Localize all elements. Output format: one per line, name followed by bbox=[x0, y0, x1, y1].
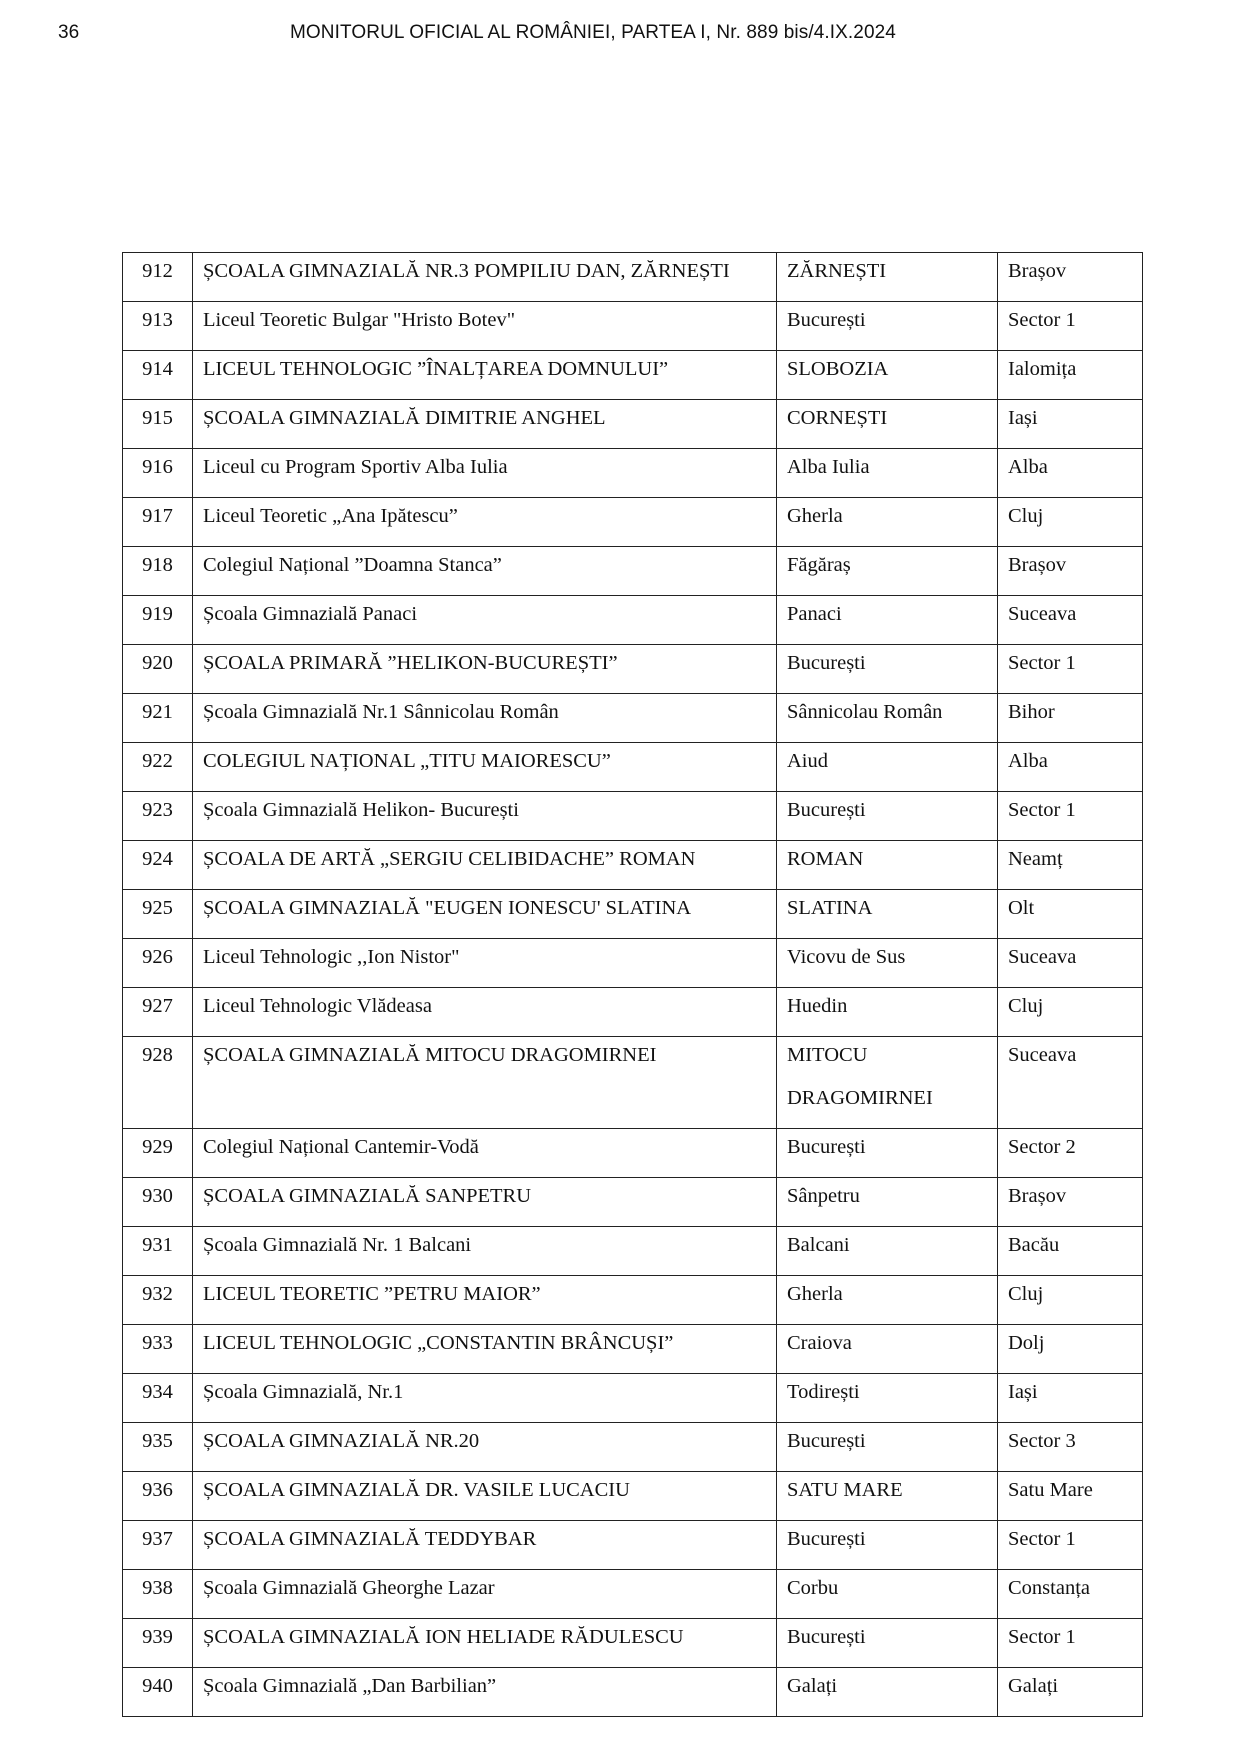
county: Cluj bbox=[1008, 1283, 1044, 1305]
schools-table bbox=[122, 252, 1143, 1717]
locality-cell bbox=[777, 1325, 998, 1374]
row-number-cell bbox=[123, 253, 193, 302]
school-name: Liceul Teoretic „Ana Ipătescu” bbox=[203, 505, 458, 527]
table-row bbox=[123, 1570, 1143, 1619]
school-name-cell bbox=[193, 449, 777, 498]
county: Alba bbox=[1008, 750, 1048, 772]
county-cell bbox=[998, 694, 1143, 743]
county-cell bbox=[998, 498, 1143, 547]
school-name-cell bbox=[193, 1178, 777, 1227]
school-name: LICEUL TEHNOLOGIC „CONSTANTIN BRÂNCUȘI” bbox=[203, 1332, 674, 1354]
county: Olt bbox=[1008, 897, 1035, 919]
county-cell bbox=[998, 1178, 1143, 1227]
locality-cell bbox=[777, 449, 998, 498]
table-row bbox=[123, 1472, 1143, 1521]
locality-cell bbox=[777, 253, 998, 302]
school-name: LICEUL TEORETIC ”PETRU MAIOR” bbox=[203, 1283, 541, 1305]
locality-cell bbox=[777, 302, 998, 351]
county-cell bbox=[998, 400, 1143, 449]
row-number-cell bbox=[123, 351, 193, 400]
table-row bbox=[123, 1129, 1143, 1178]
school-name: Liceul Tehnologic ,,Ion Nistor" bbox=[203, 946, 460, 968]
school-name-cell bbox=[193, 1472, 777, 1521]
school-name-cell bbox=[193, 351, 777, 400]
county: Brașov bbox=[1008, 554, 1067, 576]
school-name: ȘCOALA GIMNAZIALĂ NR.3 POMPILIU DAN, ZĂRNEȘTI bbox=[203, 260, 730, 282]
county: Sector 1 bbox=[1008, 309, 1076, 331]
school-name: Liceul Tehnologic Vlădeasa bbox=[203, 995, 432, 1017]
row-number: 912 bbox=[142, 260, 173, 282]
table-row bbox=[123, 1521, 1143, 1570]
locality-cell bbox=[777, 1374, 998, 1423]
school-name-cell bbox=[193, 1037, 777, 1129]
county-cell bbox=[998, 890, 1143, 939]
table-row bbox=[123, 351, 1143, 400]
table-row bbox=[123, 1276, 1143, 1325]
row-number-cell bbox=[123, 1129, 193, 1178]
school-name: ȘCOALA GIMNAZIALĂ SANPETRU bbox=[203, 1185, 532, 1207]
locality: București bbox=[787, 1626, 866, 1648]
table-row bbox=[123, 1423, 1143, 1472]
row-number-cell bbox=[123, 547, 193, 596]
county: Suceava bbox=[1008, 603, 1077, 625]
row-number: 924 bbox=[142, 848, 173, 870]
locality-cell bbox=[777, 1178, 998, 1227]
county: Neamț bbox=[1008, 848, 1063, 870]
locality: București bbox=[787, 1136, 866, 1158]
county-cell bbox=[998, 1472, 1143, 1521]
page-header bbox=[0, 22, 1240, 52]
locality-cell bbox=[777, 596, 998, 645]
table-row bbox=[123, 253, 1143, 302]
row-number: 919 bbox=[142, 603, 173, 625]
locality: SATU MARE bbox=[787, 1479, 903, 1501]
county: Sector 1 bbox=[1008, 799, 1076, 821]
row-number: 915 bbox=[142, 407, 173, 429]
school-name: Școala Gimnazială, Nr.1 bbox=[203, 1381, 404, 1403]
county: Brașov bbox=[1008, 260, 1067, 282]
school-name-cell bbox=[193, 694, 777, 743]
locality-cell bbox=[777, 498, 998, 547]
locality: Galați bbox=[787, 1675, 838, 1697]
county-cell bbox=[998, 841, 1143, 890]
locality-cell bbox=[777, 743, 998, 792]
county: Galați bbox=[1008, 1675, 1059, 1697]
county-cell bbox=[998, 939, 1143, 988]
school-name-cell bbox=[193, 253, 777, 302]
locality-cell bbox=[777, 988, 998, 1037]
row-number-cell bbox=[123, 1178, 193, 1227]
locality: ROMAN bbox=[787, 848, 864, 870]
school-name-cell bbox=[193, 1374, 777, 1423]
county: Iași bbox=[1008, 1381, 1038, 1403]
table-row bbox=[123, 1668, 1143, 1717]
county-cell bbox=[998, 645, 1143, 694]
county-cell bbox=[998, 792, 1143, 841]
county: Ialomița bbox=[1008, 358, 1077, 380]
table-row bbox=[123, 694, 1143, 743]
county-cell bbox=[998, 449, 1143, 498]
locality: Sânpetru bbox=[787, 1185, 860, 1207]
county-cell bbox=[998, 596, 1143, 645]
school-name-cell bbox=[193, 841, 777, 890]
row-number-cell bbox=[123, 1374, 193, 1423]
school-name: ȘCOALA DE ARTĂ „SERGIU CELIBIDACHE” ROMAN bbox=[203, 848, 696, 870]
locality-cell bbox=[777, 890, 998, 939]
row-number: 927 bbox=[142, 995, 173, 1017]
school-name: Colegiul Național ”Doamna Stanca” bbox=[203, 554, 502, 576]
table-row bbox=[123, 1325, 1143, 1374]
row-number: 928 bbox=[142, 1044, 173, 1066]
table-row bbox=[123, 302, 1143, 351]
county-cell bbox=[998, 1325, 1143, 1374]
row-number: 934 bbox=[142, 1381, 173, 1403]
county-cell bbox=[998, 1129, 1143, 1178]
row-number-cell bbox=[123, 1521, 193, 1570]
school-name-cell bbox=[193, 498, 777, 547]
school-name: ȘCOALA PRIMARĂ ”HELIKON-BUCUREȘTI” bbox=[203, 652, 618, 674]
journal-title: MONITORUL OFICIAL AL ROMÂNIEI, PARTEA I, Nr. 889 bis/4.IX.2024 bbox=[290, 22, 896, 43]
county-cell bbox=[998, 1668, 1143, 1717]
locality: CORNEȘTI bbox=[787, 407, 888, 429]
locality-cell bbox=[777, 1472, 998, 1521]
locality: Craiova bbox=[787, 1332, 852, 1354]
county: Sector 1 bbox=[1008, 1528, 1076, 1550]
school-name-cell bbox=[193, 1325, 777, 1374]
locality: Sânnicolau Român bbox=[787, 701, 943, 723]
school-name-cell bbox=[193, 988, 777, 1037]
table-row bbox=[123, 596, 1143, 645]
school-name: ȘCOALA GIMNAZIALĂ DIMITRIE ANGHEL bbox=[203, 407, 606, 429]
county-cell bbox=[998, 743, 1143, 792]
school-name-cell bbox=[193, 1570, 777, 1619]
county: Sector 1 bbox=[1008, 1626, 1076, 1648]
county: Satu Mare bbox=[1008, 1479, 1093, 1501]
locality-cell bbox=[777, 1619, 998, 1668]
school-name-cell bbox=[193, 1668, 777, 1717]
county-cell bbox=[998, 351, 1143, 400]
row-number-cell bbox=[123, 1472, 193, 1521]
row-number-cell bbox=[123, 743, 193, 792]
county: Sector 3 bbox=[1008, 1430, 1076, 1452]
row-number: 925 bbox=[142, 897, 173, 919]
row-number: 939 bbox=[142, 1626, 173, 1648]
locality: Panaci bbox=[787, 603, 842, 625]
school-name: ȘCOALA GIMNAZIALĂ TEDDYBAR bbox=[203, 1528, 537, 1550]
school-name: Școala Gimnazială Panaci bbox=[203, 603, 418, 625]
row-number-cell bbox=[123, 988, 193, 1037]
locality: București bbox=[787, 652, 866, 674]
school-name-cell bbox=[193, 1276, 777, 1325]
locality-cell bbox=[777, 841, 998, 890]
locality: Balcani bbox=[787, 1234, 850, 1256]
school-name: Școala Gimnazială „Dan Barbilian” bbox=[203, 1675, 497, 1697]
table-row bbox=[123, 988, 1143, 1037]
county: Cluj bbox=[1008, 505, 1044, 527]
row-number: 920 bbox=[142, 652, 173, 674]
school-name-cell bbox=[193, 939, 777, 988]
row-number: 922 bbox=[142, 750, 173, 772]
table-row bbox=[123, 547, 1143, 596]
row-number-cell bbox=[123, 1570, 193, 1619]
county: Constanța bbox=[1008, 1577, 1090, 1599]
county: Suceava bbox=[1008, 1044, 1077, 1066]
school-name: Colegiul Național Cantemir-Vodă bbox=[203, 1136, 479, 1158]
school-name-cell bbox=[193, 1129, 777, 1178]
row-number: 937 bbox=[142, 1528, 173, 1550]
school-name: Liceul cu Program Sportiv Alba Iulia bbox=[203, 456, 508, 478]
row-number: 940 bbox=[142, 1675, 173, 1697]
locality-cell bbox=[777, 939, 998, 988]
county: Sector 1 bbox=[1008, 652, 1076, 674]
county: Sector 2 bbox=[1008, 1136, 1076, 1158]
locality-cell bbox=[777, 1570, 998, 1619]
county: Bihor bbox=[1008, 701, 1055, 723]
school-name-cell bbox=[193, 547, 777, 596]
row-number-cell bbox=[123, 645, 193, 694]
row-number: 933 bbox=[142, 1332, 173, 1354]
locality: București bbox=[787, 1430, 866, 1452]
table-row bbox=[123, 743, 1143, 792]
locality-cell bbox=[777, 1276, 998, 1325]
county-cell bbox=[998, 1521, 1143, 1570]
table-row bbox=[123, 449, 1143, 498]
county-cell bbox=[998, 1423, 1143, 1472]
county: Suceava bbox=[1008, 946, 1077, 968]
row-number: 917 bbox=[142, 505, 173, 527]
locality-cell bbox=[777, 351, 998, 400]
school-name: Școala Gimnazială Gheorghe Lazar bbox=[203, 1577, 495, 1599]
schools-table-body bbox=[123, 253, 1143, 1717]
locality-cell bbox=[777, 694, 998, 743]
row-number: 929 bbox=[142, 1136, 173, 1158]
locality: Gherla bbox=[787, 1283, 843, 1305]
locality-cell bbox=[777, 792, 998, 841]
row-number-cell bbox=[123, 939, 193, 988]
row-number-cell bbox=[123, 1276, 193, 1325]
school-name: ȘCOALA GIMNAZIALĂ DR. VASILE LUCACIU bbox=[203, 1479, 630, 1501]
county-cell bbox=[998, 1619, 1143, 1668]
county-cell bbox=[998, 1227, 1143, 1276]
table-row bbox=[123, 1178, 1143, 1227]
row-number-cell bbox=[123, 302, 193, 351]
row-number-cell bbox=[123, 1619, 193, 1668]
county: Brașov bbox=[1008, 1185, 1067, 1207]
county-cell bbox=[998, 302, 1143, 351]
row-number: 921 bbox=[142, 701, 173, 723]
row-number: 932 bbox=[142, 1283, 173, 1305]
school-name: LICEUL TEHNOLOGIC ”ÎNALȚAREA DOMNULUI” bbox=[203, 358, 669, 380]
school-name: ȘCOALA GIMNAZIALĂ ION HELIADE RĂDULESCU bbox=[203, 1626, 684, 1648]
table-row bbox=[123, 841, 1143, 890]
school-name-cell bbox=[193, 1423, 777, 1472]
row-number-cell bbox=[123, 449, 193, 498]
table-row bbox=[123, 1619, 1143, 1668]
locality-cell bbox=[777, 1037, 998, 1129]
school-name-cell bbox=[193, 1521, 777, 1570]
locality-cell bbox=[777, 1423, 998, 1472]
row-number: 931 bbox=[142, 1234, 173, 1256]
locality: Făgăraș bbox=[787, 554, 851, 576]
locality: București bbox=[787, 799, 866, 821]
table-row bbox=[123, 890, 1143, 939]
row-number-cell bbox=[123, 1227, 193, 1276]
school-name-cell bbox=[193, 890, 777, 939]
locality: Alba Iulia bbox=[787, 456, 870, 478]
school-name-cell bbox=[193, 302, 777, 351]
school-name: Liceul Teoretic Bulgar "Hristo Botev" bbox=[203, 309, 516, 331]
table-row bbox=[123, 1227, 1143, 1276]
table-row bbox=[123, 792, 1143, 841]
school-name-cell bbox=[193, 743, 777, 792]
county: Iași bbox=[1008, 407, 1038, 429]
row-number-cell bbox=[123, 792, 193, 841]
row-number-cell bbox=[123, 890, 193, 939]
table-row bbox=[123, 645, 1143, 694]
row-number-cell bbox=[123, 1423, 193, 1472]
locality: SLOBOZIA bbox=[787, 358, 889, 380]
locality: Huedin bbox=[787, 995, 848, 1017]
locality-cell bbox=[777, 547, 998, 596]
county: Alba bbox=[1008, 456, 1048, 478]
locality: Vicovu de Sus bbox=[787, 946, 906, 968]
school-name-cell bbox=[193, 596, 777, 645]
row-number-cell bbox=[123, 841, 193, 890]
locality: MITOCU DRAGOMIRNEI bbox=[787, 1044, 933, 1109]
table-row bbox=[123, 939, 1143, 988]
page-number: 36 bbox=[58, 22, 80, 43]
school-name: Școala Gimnazială Nr. 1 Balcani bbox=[203, 1234, 472, 1256]
locality: București bbox=[787, 309, 866, 331]
locality: București bbox=[787, 1528, 866, 1550]
school-name: Școala Gimnazială Nr.1 Sânnicolau Român bbox=[203, 701, 559, 723]
locality-cell bbox=[777, 645, 998, 694]
school-name: ȘCOALA GIMNAZIALĂ "EUGEN IONESCU' SLATINA bbox=[203, 897, 692, 919]
row-number: 918 bbox=[142, 554, 173, 576]
row-number-cell bbox=[123, 1037, 193, 1129]
county-cell bbox=[998, 253, 1143, 302]
row-number-cell bbox=[123, 1325, 193, 1374]
locality-cell bbox=[777, 1668, 998, 1717]
row-number-cell bbox=[123, 596, 193, 645]
row-number: 913 bbox=[142, 309, 173, 331]
row-number: 938 bbox=[142, 1577, 173, 1599]
county: Cluj bbox=[1008, 995, 1044, 1017]
locality-cell bbox=[777, 1227, 998, 1276]
locality: SLATINA bbox=[787, 897, 873, 919]
locality: Gherla bbox=[787, 505, 843, 527]
county-cell bbox=[998, 988, 1143, 1037]
school-name: COLEGIUL NAȚIONAL „TITU MAIORESCU” bbox=[203, 750, 611, 772]
row-number: 930 bbox=[142, 1185, 173, 1207]
county-cell bbox=[998, 547, 1143, 596]
table-row bbox=[123, 1037, 1143, 1129]
row-number-cell bbox=[123, 694, 193, 743]
row-number-cell bbox=[123, 400, 193, 449]
locality: Aiud bbox=[787, 750, 828, 772]
row-number: 916 bbox=[142, 456, 173, 478]
table-row bbox=[123, 400, 1143, 449]
school-name: ȘCOALA GIMNAZIALĂ NR.20 bbox=[203, 1430, 480, 1452]
school-name-cell bbox=[193, 1227, 777, 1276]
locality: Corbu bbox=[787, 1577, 839, 1599]
row-number: 936 bbox=[142, 1479, 173, 1501]
locality-cell bbox=[777, 1521, 998, 1570]
row-number: 923 bbox=[142, 799, 173, 821]
county-cell bbox=[998, 1374, 1143, 1423]
row-number: 914 bbox=[142, 358, 173, 380]
row-number-cell bbox=[123, 498, 193, 547]
locality-cell bbox=[777, 1129, 998, 1178]
table-row bbox=[123, 1374, 1143, 1423]
school-name-cell bbox=[193, 792, 777, 841]
school-name-cell bbox=[193, 645, 777, 694]
locality: ZĂRNEȘTI bbox=[787, 260, 887, 282]
locality-cell bbox=[777, 400, 998, 449]
school-name-cell bbox=[193, 400, 777, 449]
school-name: Școala Gimnazială Helikon- București bbox=[203, 799, 519, 821]
row-number: 926 bbox=[142, 946, 173, 968]
county-cell bbox=[998, 1570, 1143, 1619]
row-number-cell bbox=[123, 1668, 193, 1717]
locality: Todirești bbox=[787, 1381, 860, 1403]
county: Dolj bbox=[1008, 1332, 1045, 1354]
county-cell bbox=[998, 1276, 1143, 1325]
table-row bbox=[123, 498, 1143, 547]
school-name: ȘCOALA GIMNAZIALĂ MITOCU DRAGOMIRNEI bbox=[203, 1044, 657, 1066]
school-name-cell bbox=[193, 1619, 777, 1668]
county-cell bbox=[998, 1037, 1143, 1129]
row-number: 935 bbox=[142, 1430, 173, 1452]
county: Bacău bbox=[1008, 1234, 1060, 1256]
